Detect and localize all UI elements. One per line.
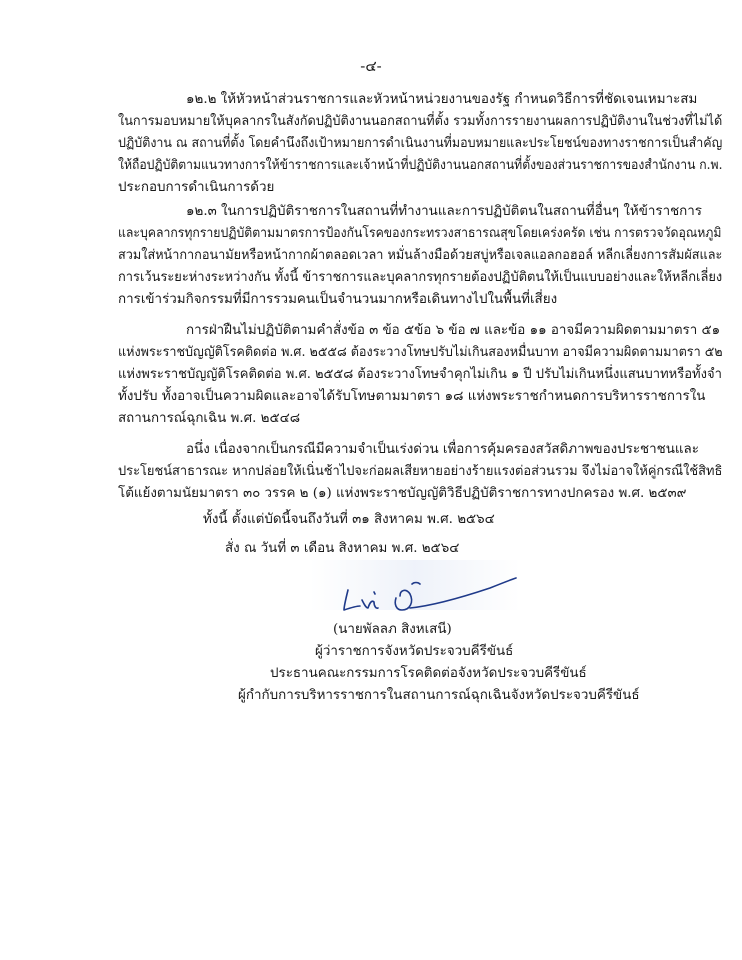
signatory-title: ผู้ว่าราชการจังหวัดประจวบคีรีขันธ์ bbox=[315, 644, 514, 659]
text-line: ให้ถือปฏิบัติตามแนวทางการให้ข้าราชการและเจ้าหน้าที่ปฏิบัติงานนอกสถานที่ตั้งของส่วนราชการของสำนักงาน ก.พ. bbox=[118, 158, 723, 173]
signature-image bbox=[330, 572, 520, 622]
text-line: สวมใส่หน้ากากอนามัยหรือหน้ากากผ้าตลอดเวลา หมั่นล้างมือด้วยสบู่หรือเจลแอลกอฮอล์ หลีกเลี่ยงการสัมผัสและ bbox=[118, 248, 723, 263]
signatory-title: ประธานคณะกรรมการโรคติดต่อจังหวัดประจวบคีรีขันธ์ bbox=[270, 666, 587, 681]
text-line: แห่งพระราชบัญญัติโรคติดต่อ พ.ศ. ๒๕๕๘ ต้องระวางโทษปรับไม่เกินสองหมื่นบาท อาจมีความผิดตามมาตรา ๕๒ bbox=[118, 345, 723, 360]
signatory-title: ผู้กำกับการบริหารราชการในสถานการณ์ฉุกเฉินจังหวัดประจวบคีรีขันธ์ bbox=[238, 688, 640, 703]
text-line: แห่งพระราชบัญญัติโรคติดต่อ พ.ศ. ๒๕๕๘ ต้องระวางโทษจำคุกไม่เกิน ๑ ปี ปรับไม่เกินหนึ่งแสนบาทหรือทั้งจำ bbox=[118, 367, 722, 382]
text-line: ประโยชน์สาธารณะ หากปล่อยให้เนิ่นช้าไปจะก่อผลเสียหายอย่างร้ายแรงต่อส่วนรวม จึงไม่อาจให้คู่กรณีใช้สิทธิ bbox=[118, 464, 723, 479]
effective-date-line: ทั้งนี้ ตั้งแต่บัดนี้จนถึงวันที่ ๓๑ สิงหาคม พ.ศ. ๒๕๖๔ bbox=[203, 512, 495, 527]
text-line: อนึ่ง เนื่องจากเป็นกรณีมีความจำเป็นเร่งด่วน เพื่อการคุ้มครองสวัสดิภาพของประชาชนและ bbox=[186, 442, 699, 457]
text-line: ทั้งปรับ ทั้งอาจเป็นความผิดและอาจได้รับโทษตามมาตรา ๑๘ แห่งพระราชกำหนดการบริหารราชการใน bbox=[118, 389, 706, 404]
text-line: ประกอบการดำเนินการด้วย bbox=[118, 180, 275, 195]
text-line: ๑๒.๓ ในการปฏิบัติราชการในสถานที่ทำงานและการปฏิบัติตนในสถานที่อื่นๆ ให้ข้าราชการ bbox=[186, 204, 702, 219]
text-line: การเข้าร่วมกิจกรรมที่มีการรวมคนเป็นจำนวนมากหรือเดินทางไปในพื้นที่เสี่ยง bbox=[118, 292, 558, 307]
text-line: การเว้นระยะห่างระหว่างกัน ทั้งนี้ ข้าราชการและบุคลากรทุกรายต้องปฏิบัติตนให้เป็นแบบอย่างและให้หลีกเลี่ยง bbox=[118, 270, 723, 285]
page-number: -๔- bbox=[360, 57, 382, 75]
text-line: ในการมอบหมายให้บุคลากรในสังกัดปฏิบัติงานนอกสถานที่ตั้ง รวมทั้งการรายงานผลการปฏิบัติงานในช่วงที่ไม่ได้ bbox=[118, 114, 723, 129]
text-line: ปฏิบัติงาน ณ สถานที่ตั้ง โดยคำนึงถึงเป้าหมายการดำเนินงานที่มอบหมายและประโยชน์ของทางราชการเป็นสำคัญ bbox=[118, 136, 723, 151]
text-line: ๑๒.๒ ให้หัวหน้าส่วนราชการและหัวหน้าหน่วยงานของรัฐ กำหนดวิธีการที่ชัดเจนเหมาะสม bbox=[186, 92, 698, 107]
text-line: การฝ่าฝืนไม่ปฏิบัติตามคำสั่งข้อ ๓ ข้อ ๕ข้อ ๖ ข้อ ๗ และข้อ ๑๑ อาจมีความผิดตามมาตรา ๕๑ bbox=[186, 323, 721, 338]
signatory-name: (นายพัลลภ สิงหเสนี) bbox=[333, 622, 452, 637]
order-date-line: สั่ง ณ วันที่ ๓ เดือน สิงหาคม พ.ศ. ๒๕๖๔ bbox=[225, 541, 460, 556]
text-line: สถานการณ์ฉุกเฉิน พ.ศ. ๒๕๔๘ bbox=[118, 411, 301, 426]
text-line: โต้แย้งตามนัยมาตรา ๓๐ วรรค ๒ (๑) แห่งพระราชบัญญัติวิธีปฏิบัติราชการทางปกครอง พ.ศ. ๒๕๓๙ bbox=[118, 486, 687, 501]
text-line: และบุคลากรทุกรายปฏิบัติตามมาตรการป้องกันโรคของกระทรวงสาธารณสุขโดยเคร่งครัด เช่น การตรวจวัดอุณหภูมิ bbox=[118, 226, 722, 241]
